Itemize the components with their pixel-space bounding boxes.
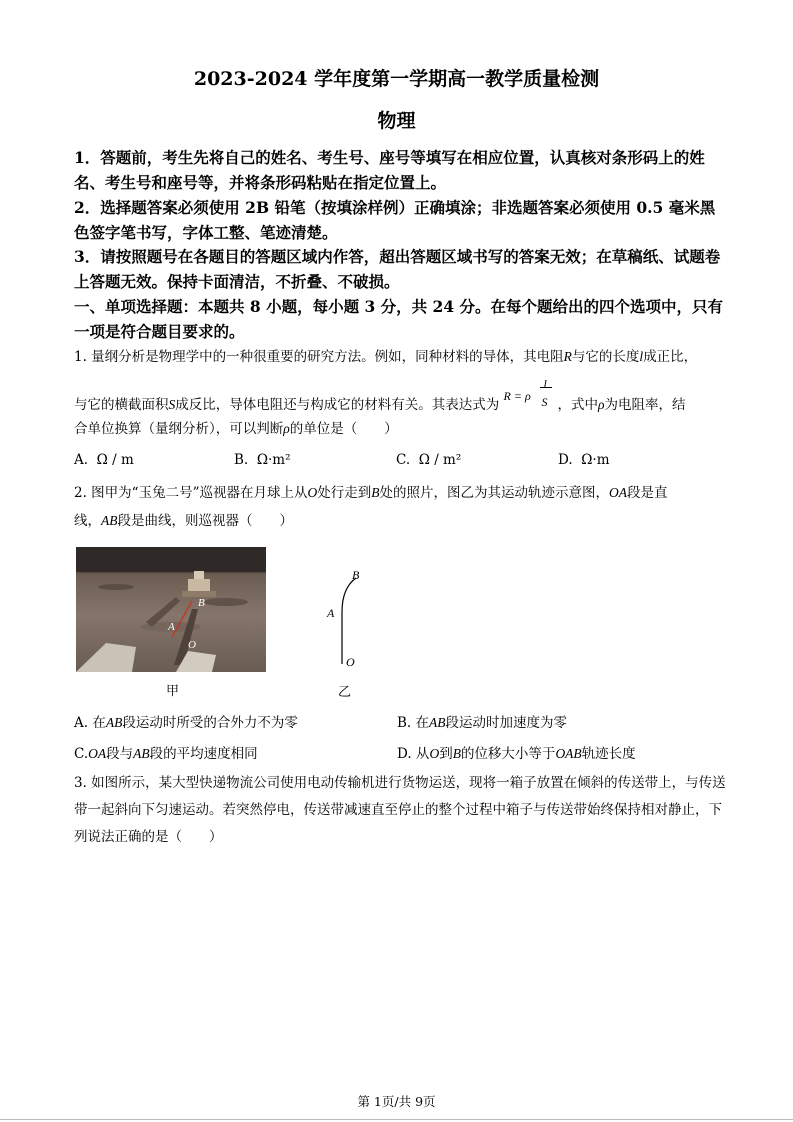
- notice-3: 3．请按照题号在各题目的答题区域内作答，超出答题区域书写的答案无效；在草稿纸、试题卷上答题无效。保持卡面清洁，不折叠、不破损。: [74, 247, 721, 291]
- rover-photo: [76, 547, 266, 672]
- diagram-label-o: O: [346, 655, 355, 669]
- diagram-label-a: A: [327, 606, 335, 620]
- notice-1: 1．答题前，考生先将自己的姓名、考生号、座号等填写在相应位置，认真核对条形码上的姓名、考生号和座号等，并将条形码粘贴在指定位置上。: [74, 148, 705, 192]
- q3-text: 3. 如图所示，某大型快递物流公司使用电动传输机进行货物运送，现将一箱子放置在倾斜的传送带上，与传送带一起斜向下匀速运动。若突然停电，传送带减速直至停止的整个过程中箱子与传送带始终保持相对静止，下列说法正确的是（ ）: [74, 775, 726, 845]
- page-footer: 第 1页/共 9页: [357, 1094, 436, 1109]
- photo-label-a: A: [168, 621, 175, 633]
- q1-line2: 与它的横截面积S成反比，导体电阻还与构成它的材料有关。其表达式为 R = ρ l S ，式中ρ为电阻率，结: [74, 392, 729, 419]
- resistance-formula: R = ρ l S: [504, 393, 558, 419]
- q1-option-a[interactable]: A. Ω / m: [74, 452, 134, 468]
- q1-line1: 1. 量纲分析是物理学中的一种很重要的研究方法。例如，同种材料的导体，其电阻R与它的长度l成正比，: [74, 349, 698, 365]
- diagram-label-b: B: [352, 568, 360, 582]
- q2-line1: 2. 图甲为“玉兔二号”巡视器在月球上从O处行走到B处的照片，图乙为其运动轨迹示意图，OA段是直: [74, 485, 668, 501]
- q1-option-b[interactable]: B. Ω·m²: [234, 452, 291, 468]
- bottom-rule: [0, 1119, 793, 1120]
- figure-b-caption: 乙: [338, 685, 352, 700]
- subject-title: 物理: [377, 110, 416, 132]
- rover-photo-art: [76, 547, 266, 672]
- q1-line3: 合单位换算（量纲分析），可以判断ρ的单位是（ ）: [74, 421, 398, 437]
- exam-title: 2023-2024 学年度第一学期高一教学质量检测: [193, 68, 600, 90]
- q2-line2: 线，AB段是曲线，则巡视器（ ）: [74, 513, 293, 529]
- figure-a-caption: 甲: [166, 684, 180, 699]
- q2-option-b[interactable]: B. 在AB段运动时加速度为零: [397, 715, 568, 731]
- q2-option-a[interactable]: A. 在AB段运动时所受的合外力不为零: [74, 715, 298, 731]
- photo-label-o: O: [188, 639, 196, 651]
- q1-option-c[interactable]: C. Ω / m²: [396, 452, 462, 468]
- section-heading: 一、单项选择题：本题共 8 小题，每小题 3 分，共 24 分。在每个题给出的四个选项中，只有一项是符合题目要求的。: [74, 297, 724, 341]
- notice-2: 2．选择题答案必须使用 2B 铅笔（按填涂样例）正确填涂；非选题答案必须使用 0.5 毫米黑色签字笔书写，字体工整、笔迹清楚。: [74, 198, 716, 242]
- q1-option-d[interactable]: D. Ω·m: [558, 452, 610, 468]
- photo-label-b: B: [198, 597, 205, 609]
- q2-option-c[interactable]: C.OA段与AB段的平均速度相同: [74, 746, 258, 762]
- q2-option-d[interactable]: D. 从O到B的位移大小等于OAB轨迹长度: [397, 746, 636, 762]
